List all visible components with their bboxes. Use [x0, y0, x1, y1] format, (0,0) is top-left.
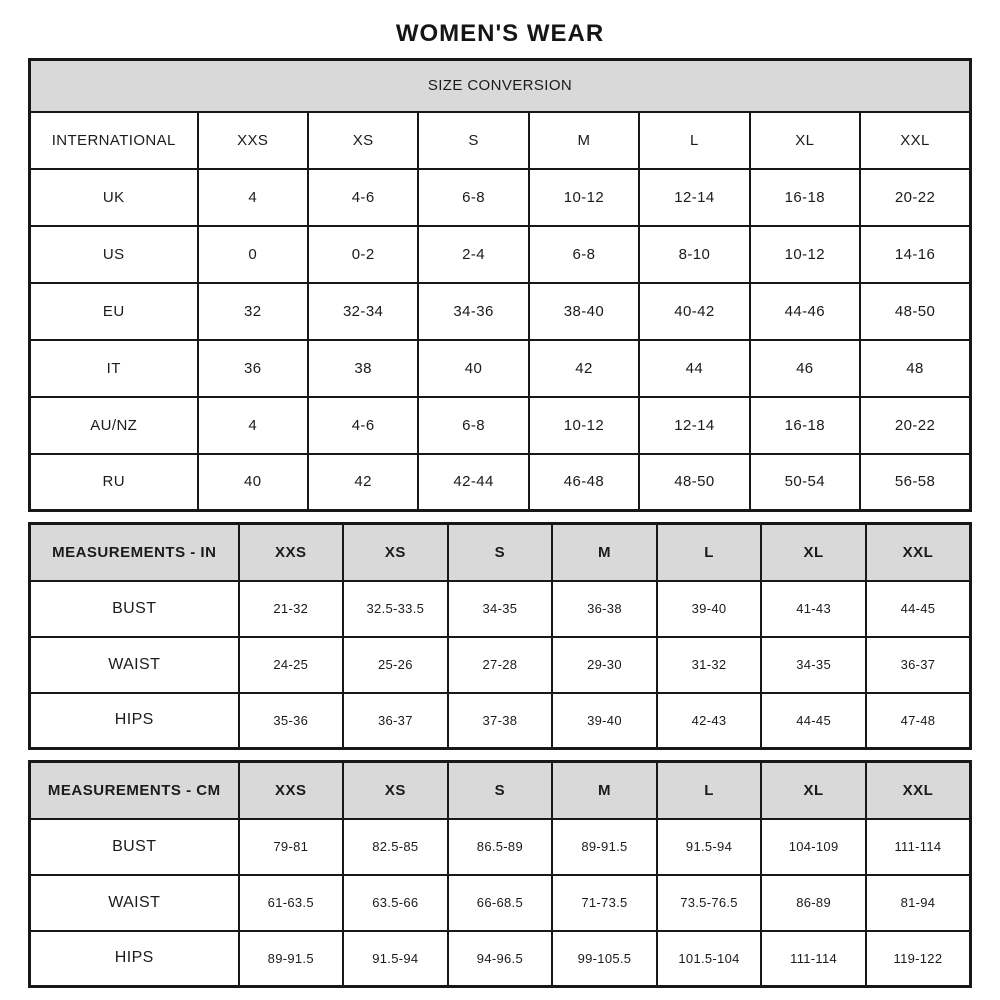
table-cell: 56-58: [860, 454, 970, 511]
table-cell: 12-14: [639, 397, 749, 454]
table-cell: 119-122: [866, 931, 971, 987]
column-header-xxs: XXS: [198, 112, 308, 169]
table-cell: 36-37: [343, 693, 448, 749]
row-label: AU/NZ: [30, 397, 198, 454]
measurements-in-table: [28, 522, 972, 750]
table-cell: 40-42: [639, 283, 749, 340]
table-cell: 48: [860, 340, 970, 397]
column-header-l: L: [657, 762, 762, 819]
row-label: BUST: [30, 819, 239, 875]
table-cell: 36: [198, 340, 308, 397]
table-cell: 20-22: [860, 397, 970, 454]
column-header-m: M: [552, 762, 657, 819]
table-cell: 111-114: [761, 931, 866, 987]
column-header-xxl: XXL: [860, 112, 970, 169]
column-header-l: L: [639, 112, 749, 169]
column-header-xl: XL: [761, 524, 866, 581]
table-cell: 89-91.5: [239, 931, 344, 987]
table-cell: 36-37: [866, 637, 971, 693]
table-cell: 44-45: [866, 581, 971, 637]
column-header-xxs: XXS: [239, 762, 344, 819]
table-cell: 4: [198, 169, 308, 226]
table-cell: 46: [750, 340, 860, 397]
table-row: [30, 875, 971, 931]
row-label: HIPS: [30, 931, 239, 987]
table-row: [30, 397, 971, 454]
table-cell: 94-96.5: [448, 931, 553, 987]
row-label: UK: [30, 169, 198, 226]
table-cell: 42: [308, 454, 418, 511]
table-cell: 48-50: [860, 283, 970, 340]
table-cell: 111-114: [866, 819, 971, 875]
row-label: HIPS: [30, 693, 239, 749]
column-header-s: S: [418, 112, 528, 169]
table-cell: 34-36: [418, 283, 528, 340]
size-conversion-banner-row: [30, 60, 971, 112]
row-label: WAIST: [30, 875, 239, 931]
table-cell: 79-81: [239, 819, 344, 875]
table-row: [30, 693, 971, 749]
table-cell: 44-45: [761, 693, 866, 749]
table-cell: 38: [308, 340, 418, 397]
column-header-m: M: [552, 524, 657, 581]
table-cell: 48-50: [639, 454, 749, 511]
column-header-s: S: [448, 762, 553, 819]
column-header-xxl: XXL: [866, 524, 971, 581]
table-cell: 29-30: [552, 637, 657, 693]
size-conversion-title: SIZE CONVERSION: [30, 60, 971, 112]
size-conversion-header-row: [30, 112, 971, 169]
table-cell: 41-43: [761, 581, 866, 637]
table-cell: 61-63.5: [239, 875, 344, 931]
table-row: [30, 283, 971, 340]
table-cell: 32.5-33.5: [343, 581, 448, 637]
table-cell: 0-2: [308, 226, 418, 283]
column-header-xs: XS: [343, 762, 448, 819]
table-cell: 27-28: [448, 637, 553, 693]
table-row: [30, 340, 971, 397]
table-cell: 47-48: [866, 693, 971, 749]
table-cell: 89-91.5: [552, 819, 657, 875]
table-cell: 2-4: [418, 226, 528, 283]
table-cell: 6-8: [418, 397, 528, 454]
row-label: EU: [30, 283, 198, 340]
column-header-xs: XS: [308, 112, 418, 169]
row-label: WAIST: [30, 637, 239, 693]
table-cell: 38-40: [529, 283, 639, 340]
table-cell: 31-32: [657, 637, 762, 693]
table-cell: 71-73.5: [552, 875, 657, 931]
table-header-label: MEASUREMENTS - CM: [30, 762, 239, 819]
table-cell: 37-38: [448, 693, 553, 749]
table-row: [30, 637, 971, 693]
table-cell: 42: [529, 340, 639, 397]
table-cell: 99-105.5: [552, 931, 657, 987]
table-cell: 40: [198, 454, 308, 511]
measurements-cm-table: [28, 760, 972, 988]
measurements-cm-header-row: [30, 762, 971, 819]
table-cell: 91.5-94: [343, 931, 448, 987]
table-cell: 63.5-66: [343, 875, 448, 931]
table-cell: 4-6: [308, 169, 418, 226]
table-cell: 42-44: [418, 454, 528, 511]
table-cell: 91.5-94: [657, 819, 762, 875]
column-header-xl: XL: [761, 762, 866, 819]
table-cell: 46-48: [529, 454, 639, 511]
table-cell: 16-18: [750, 397, 860, 454]
table-cell: 36-38: [552, 581, 657, 637]
table-cell: 8-10: [639, 226, 749, 283]
table-cell: 34-35: [448, 581, 553, 637]
table-row: [30, 931, 971, 987]
table-cell: 50-54: [750, 454, 860, 511]
table-cell: 10-12: [750, 226, 860, 283]
page-title: WOMEN'S WEAR: [395, 20, 605, 47]
table-cell: 0: [198, 226, 308, 283]
column-header-xxl: XXL: [866, 762, 971, 819]
table-header-label: INTERNATIONAL: [30, 112, 198, 169]
table-cell: 86.5-89: [448, 819, 553, 875]
row-label: IT: [30, 340, 198, 397]
measurements-in-header-row: [30, 524, 971, 581]
table-cell: 12-14: [639, 169, 749, 226]
table-cell: 25-26: [343, 637, 448, 693]
table-cell: 81-94: [866, 875, 971, 931]
column-header-xxs: XXS: [239, 524, 344, 581]
column-header-xl: XL: [750, 112, 860, 169]
table-cell: 42-43: [657, 693, 762, 749]
table-cell: 86-89: [761, 875, 866, 931]
table-cell: 40: [418, 340, 528, 397]
table-cell: 4: [198, 397, 308, 454]
column-header-m: M: [529, 112, 639, 169]
row-label: US: [30, 226, 198, 283]
table-cell: 104-109: [761, 819, 866, 875]
table-cell: 32-34: [308, 283, 418, 340]
table-cell: 6-8: [418, 169, 528, 226]
table-cell: 35-36: [239, 693, 344, 749]
table-cell: 6-8: [529, 226, 639, 283]
table-cell: 16-18: [750, 169, 860, 226]
table-cell: 21-32: [239, 581, 344, 637]
table-cell: 44: [639, 340, 749, 397]
table-cell: 66-68.5: [448, 875, 553, 931]
column-header-xs: XS: [343, 524, 448, 581]
table-cell: 10-12: [529, 169, 639, 226]
column-header-l: L: [657, 524, 762, 581]
table-header-label: MEASUREMENTS - IN: [30, 524, 239, 581]
table-row: [30, 226, 971, 283]
row-label: RU: [30, 454, 198, 511]
table-row: [30, 169, 971, 226]
table-row: [30, 454, 971, 511]
size-conversion-table: [28, 58, 972, 512]
table-row: [30, 581, 971, 637]
table-cell: 73.5-76.5: [657, 875, 762, 931]
table-cell: 4-6: [308, 397, 418, 454]
table-cell: 39-40: [657, 581, 762, 637]
table-cell: 82.5-85: [343, 819, 448, 875]
table-cell: 24-25: [239, 637, 344, 693]
table-cell: 101.5-104: [657, 931, 762, 987]
table-cell: 44-46: [750, 283, 860, 340]
table-row: [30, 819, 971, 875]
row-label: BUST: [30, 581, 239, 637]
table-cell: 20-22: [860, 169, 970, 226]
column-header-s: S: [448, 524, 553, 581]
table-cell: 32: [198, 283, 308, 340]
table-cell: 34-35: [761, 637, 866, 693]
table-cell: 14-16: [860, 226, 970, 283]
table-cell: 39-40: [552, 693, 657, 749]
table-cell: 10-12: [529, 397, 639, 454]
